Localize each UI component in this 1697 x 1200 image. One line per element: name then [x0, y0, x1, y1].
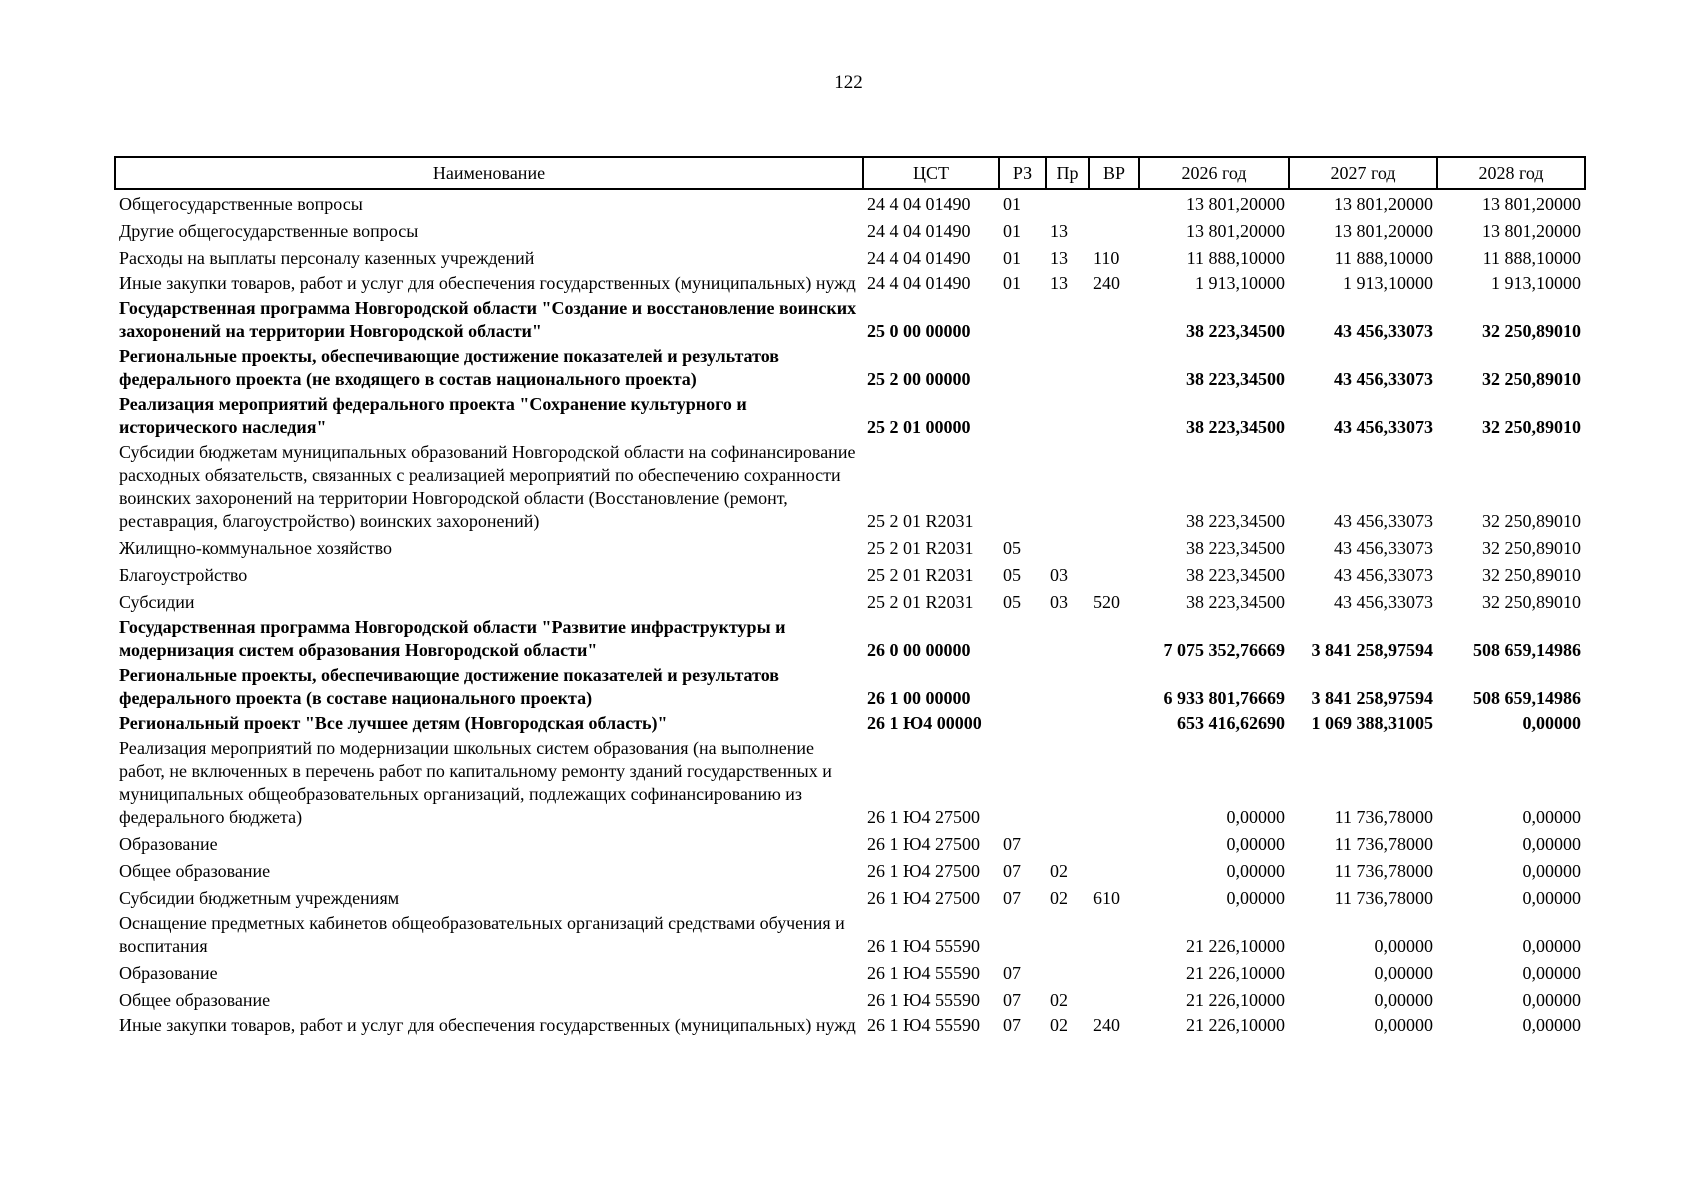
cell-y2027: 13 801,20000	[1334, 194, 1433, 214]
cell-rz: 07	[1003, 990, 1021, 1010]
cell-vr: 520	[1093, 592, 1120, 612]
cell-cst: 25 2 00 00000	[867, 369, 971, 389]
cell-pr: 13	[1050, 248, 1068, 268]
column-header-2027: 2027 год	[1289, 157, 1437, 189]
cell-name: Общее образование	[119, 990, 271, 1010]
cell-vr	[1089, 663, 1139, 711]
cell-pr: 02	[1050, 1015, 1068, 1035]
cell-name: Субсидии бюджетам муниципальных образований Новгородской области на софинансирование расходных обязательств, связанных с реализацией мероприятий по обеспечению сохранности воинских захоронений на территории Новгородской области (Восстановление (ремонт, реставрация, благоустройство) воинских захоронений)	[119, 442, 856, 531]
cell-y2028: 0,00000	[1522, 963, 1581, 983]
cell-cst: 24 4 04 01490	[867, 248, 971, 268]
cell-pr	[1046, 830, 1089, 857]
cell-y2026: 38 223,34500	[1186, 511, 1285, 531]
cell-y2027: 43 456,33073	[1334, 592, 1433, 612]
cell-y2028: 0,00000	[1522, 990, 1581, 1010]
column-header-2028: 2028 год	[1437, 157, 1585, 189]
cell-cst: 25 2 01 00000	[867, 417, 971, 437]
table-row	[115, 189, 1585, 217]
cell-vr	[1089, 736, 1139, 830]
cell-cst: 26 1 Ю4 27500	[867, 888, 981, 908]
cell-y2027: 43 456,33073	[1334, 565, 1433, 585]
cell-rz	[999, 663, 1046, 711]
cell-pr: 02	[1050, 888, 1068, 908]
cell-name: Жилищно-коммунальное хозяйство	[119, 538, 393, 558]
cell-y2028: 0,00000	[1522, 936, 1581, 956]
cell-pr	[1046, 911, 1089, 959]
table-row	[115, 711, 1585, 736]
cell-y2027: 11 736,78000	[1334, 888, 1433, 908]
cell-y2026: 653 416,62690	[1177, 713, 1285, 733]
table-row	[115, 884, 1585, 911]
cell-y2027: 43 456,33073	[1334, 538, 1433, 558]
budget-table	[114, 156, 1586, 1038]
table-row	[115, 561, 1585, 588]
table-row	[115, 392, 1585, 440]
table-header-row	[115, 157, 1585, 189]
cell-cst: 26 1 Ю4 55590	[867, 963, 981, 983]
cell-y2026: 38 223,34500	[1186, 538, 1285, 558]
table-row	[115, 857, 1585, 884]
cell-cst: 24 4 04 01490	[867, 194, 971, 214]
cell-y2028: 0,00000	[1522, 807, 1581, 827]
cell-rz	[999, 296, 1046, 344]
cell-vr	[1089, 615, 1139, 663]
cell-y2028: 32 250,89010	[1482, 592, 1581, 612]
cell-y2027: 0,00000	[1374, 963, 1433, 983]
cell-y2028: 32 250,89010	[1482, 321, 1581, 341]
table-row	[115, 986, 1585, 1013]
cell-y2028: 0,00000	[1522, 713, 1581, 733]
cell-rz: 01	[1003, 221, 1021, 241]
cell-pr: 02	[1050, 990, 1068, 1010]
cell-vr	[1089, 711, 1139, 736]
cell-name: Расходы на выплаты персоналу казенных учреждений	[119, 248, 535, 268]
cell-cst: 25 2 01 R2031	[867, 511, 974, 531]
cell-y2027: 3 841 258,97594	[1311, 640, 1433, 660]
cell-name: Государственная программа Новгородской области "Создание и восстановление воинских захоронений на территории Новгородской области"	[119, 298, 857, 341]
cell-y2027: 0,00000	[1374, 1015, 1433, 1035]
cell-rz	[999, 615, 1046, 663]
cell-y2026: 0,00000	[1226, 861, 1285, 881]
cell-cst: 26 1 Ю4 55590	[867, 990, 981, 1010]
cell-rz	[999, 344, 1046, 392]
cell-pr: 13	[1050, 221, 1068, 241]
cell-rz	[999, 392, 1046, 440]
cell-y2028: 32 250,89010	[1482, 369, 1581, 389]
cell-name: Благоустройство	[119, 565, 248, 585]
cell-y2028: 508 659,14986	[1473, 640, 1581, 660]
cell-pr	[1046, 711, 1089, 736]
column-header-2026: 2026 год	[1139, 157, 1289, 189]
cell-rz: 05	[1003, 592, 1021, 612]
cell-cst: 24 4 04 01490	[867, 221, 971, 241]
table-row	[115, 911, 1585, 959]
cell-rz	[999, 736, 1046, 830]
cell-y2026: 6 933 801,76669	[1163, 688, 1285, 708]
cell-name: Региональные проекты, обеспечивающие достижение показателей и результатов федерального проекта (в составе национального проекта)	[119, 665, 779, 708]
table-row	[115, 244, 1585, 271]
table-row	[115, 830, 1585, 857]
cell-vr: 110	[1093, 248, 1120, 268]
cell-pr	[1046, 736, 1089, 830]
cell-pr	[1046, 663, 1089, 711]
cell-rz: 05	[1003, 538, 1021, 558]
cell-vr	[1089, 296, 1139, 344]
cell-y2028: 32 250,89010	[1482, 511, 1581, 531]
cell-y2028: 508 659,14986	[1473, 688, 1581, 708]
cell-vr	[1089, 534, 1139, 561]
table-row	[115, 344, 1585, 392]
cell-name: Общее образование	[119, 861, 271, 881]
cell-cst: 25 2 01 R2031	[867, 538, 974, 558]
cell-y2028: 13 801,20000	[1482, 221, 1581, 241]
cell-y2026: 11 888,10000	[1186, 248, 1285, 268]
table-row	[115, 663, 1585, 711]
table-row	[115, 615, 1585, 663]
cell-cst: 26 1 Ю4 27500	[867, 834, 981, 854]
table-row	[115, 440, 1585, 534]
cell-name: Региональные проекты, обеспечивающие достижение показателей и результатов федерального проекта (не входящего в состав национального проекта)	[119, 346, 779, 389]
cell-pr: 03	[1050, 565, 1068, 585]
cell-name: Государственная программа Новгородской области "Развитие инфраструктуры и модернизация систем образования Новгородской области"	[119, 617, 786, 660]
cell-y2028: 32 250,89010	[1482, 538, 1581, 558]
cell-y2026: 1 913,10000	[1195, 273, 1285, 293]
cell-vr	[1089, 986, 1139, 1013]
cell-y2028: 0,00000	[1522, 861, 1581, 881]
cell-pr	[1046, 615, 1089, 663]
cell-y2028: 0,00000	[1522, 1015, 1581, 1035]
cell-vr: 240	[1093, 273, 1120, 293]
cell-cst: 26 1 00 00000	[867, 688, 971, 708]
cell-y2028: 32 250,89010	[1482, 565, 1581, 585]
cell-cst: 25 2 01 R2031	[867, 592, 974, 612]
cell-rz: 01	[1003, 248, 1021, 268]
cell-y2027: 11 736,78000	[1334, 861, 1433, 881]
cell-vr	[1089, 440, 1139, 534]
cell-name: Образование	[119, 834, 218, 854]
cell-pr	[1046, 440, 1089, 534]
cell-y2026: 38 223,34500	[1186, 417, 1285, 437]
cell-y2026: 21 226,10000	[1186, 963, 1285, 983]
column-header-pr: Пр	[1046, 157, 1089, 189]
cell-pr: 13	[1050, 273, 1068, 293]
cell-rz: 07	[1003, 861, 1021, 881]
cell-name: Субсидии бюджетным учреждениям	[119, 888, 400, 908]
column-header-name: Наименование	[115, 157, 863, 189]
cell-vr	[1089, 561, 1139, 588]
cell-y2026: 38 223,34500	[1186, 321, 1285, 341]
cell-pr	[1046, 959, 1089, 986]
table-row	[115, 271, 1585, 296]
cell-name: Другие общегосударственные вопросы	[119, 221, 419, 241]
cell-vr	[1089, 189, 1139, 217]
cell-vr	[1089, 959, 1139, 986]
cell-y2026: 21 226,10000	[1186, 936, 1285, 956]
cell-rz: 07	[1003, 834, 1021, 854]
cell-vr	[1089, 217, 1139, 244]
cell-pr: 03	[1050, 592, 1068, 612]
cell-vr	[1089, 344, 1139, 392]
cell-y2026: 0,00000	[1226, 888, 1285, 908]
cell-y2028: 0,00000	[1522, 888, 1581, 908]
cell-cst: 25 0 00 00000	[867, 321, 971, 341]
cell-y2027: 43 456,33073	[1334, 369, 1433, 389]
column-header-vr: ВР	[1089, 157, 1139, 189]
cell-cst: 24 4 04 01490	[867, 273, 971, 293]
cell-cst: 26 1 Ю4 55590	[867, 936, 981, 956]
cell-rz	[999, 711, 1046, 736]
cell-y2028: 13 801,20000	[1482, 194, 1581, 214]
table-row	[115, 588, 1585, 615]
cell-y2026: 38 223,34500	[1186, 565, 1285, 585]
cell-y2027: 43 456,33073	[1334, 321, 1433, 341]
table-row	[115, 1013, 1585, 1038]
cell-name: Образование	[119, 963, 218, 983]
cell-y2027: 1 913,10000	[1343, 273, 1433, 293]
cell-cst: 26 1 Ю4 55590	[867, 1015, 981, 1035]
cell-rz: 05	[1003, 565, 1021, 585]
cell-vr	[1089, 830, 1139, 857]
cell-name: Общегосударственные вопросы	[119, 194, 363, 214]
cell-pr	[1046, 534, 1089, 561]
cell-y2027: 43 456,33073	[1334, 417, 1433, 437]
cell-pr: 02	[1050, 861, 1068, 881]
cell-cst: 26 1 Ю4 27500	[867, 807, 981, 827]
column-header-cst: ЦСТ	[863, 157, 999, 189]
cell-name: Субсидии	[119, 592, 195, 612]
cell-pr	[1046, 189, 1089, 217]
table-row	[115, 736, 1585, 830]
cell-vr	[1089, 392, 1139, 440]
cell-rz	[999, 911, 1046, 959]
cell-y2027: 0,00000	[1374, 990, 1433, 1010]
cell-y2026: 13 801,20000	[1186, 221, 1285, 241]
cell-y2027: 43 456,33073	[1334, 511, 1433, 531]
cell-vr	[1089, 911, 1139, 959]
cell-vr: 610	[1093, 888, 1120, 908]
cell-y2026: 7 075 352,76669	[1163, 640, 1285, 660]
column-header-rz: РЗ	[999, 157, 1046, 189]
cell-y2026: 21 226,10000	[1186, 990, 1285, 1010]
cell-rz: 07	[1003, 1015, 1021, 1035]
cell-name: Иные закупки товаров, работ и услуг для обеспечения государственных (муниципальных) нужд	[119, 1015, 856, 1035]
cell-y2027: 11 736,78000	[1334, 807, 1433, 827]
cell-y2026: 38 223,34500	[1186, 369, 1285, 389]
cell-y2026: 38 223,34500	[1186, 592, 1285, 612]
cell-rz: 07	[1003, 888, 1021, 908]
cell-y2026: 0,00000	[1226, 807, 1285, 827]
cell-name: Реализация мероприятий федерального проекта "Сохранение культурного и исторического наследия"	[119, 394, 747, 437]
cell-cst: 26 1 Ю4 00000	[867, 713, 982, 733]
table-row	[115, 959, 1585, 986]
table-row	[115, 296, 1585, 344]
cell-y2028: 32 250,89010	[1482, 417, 1581, 437]
cell-y2028: 0,00000	[1522, 834, 1581, 854]
cell-pr	[1046, 296, 1089, 344]
cell-y2027: 3 841 258,97594	[1311, 688, 1433, 708]
cell-cst: 25 2 01 R2031	[867, 565, 974, 585]
cell-y2026: 0,00000	[1226, 834, 1285, 854]
cell-rz: 01	[1003, 273, 1021, 293]
cell-name: Оснащение предметных кабинетов общеобразовательных организаций средствами обучения и воспитания	[119, 913, 845, 956]
cell-pr	[1046, 392, 1089, 440]
cell-y2028: 1 913,10000	[1491, 273, 1581, 293]
table-body	[115, 189, 1585, 1038]
cell-name: Региональный проект "Все лучшее детям (Новгородская область)"	[119, 713, 668, 733]
cell-rz	[999, 440, 1046, 534]
cell-y2026: 13 801,20000	[1186, 194, 1285, 214]
cell-rz: 01	[1003, 194, 1021, 214]
cell-name: Реализация мероприятий по модернизации школьных систем образования (на выполнение работ, не включенных в перечень работ по капитальному ремонту зданий государственных и муниципальных общеобразовательных организаций, подлежащих софинансированию из федерального бюджета)	[119, 738, 832, 827]
cell-y2027: 1 069 388,31005	[1311, 713, 1433, 733]
cell-y2027: 11 736,78000	[1334, 834, 1433, 854]
cell-cst: 26 1 Ю4 27500	[867, 861, 981, 881]
cell-rz: 07	[1003, 963, 1021, 983]
table-row	[115, 217, 1585, 244]
cell-y2028: 11 888,10000	[1482, 248, 1581, 268]
table-row	[115, 534, 1585, 561]
cell-y2027: 11 888,10000	[1334, 248, 1433, 268]
cell-cst: 26 0 00 00000	[867, 640, 971, 660]
page-number: 122	[834, 72, 863, 93]
cell-y2027: 0,00000	[1374, 936, 1433, 956]
cell-vr: 240	[1093, 1015, 1120, 1035]
cell-vr	[1089, 857, 1139, 884]
cell-name: Иные закупки товаров, работ и услуг для обеспечения государственных (муниципальных) нужд	[119, 273, 856, 293]
cell-pr	[1046, 344, 1089, 392]
cell-y2026: 21 226,10000	[1186, 1015, 1285, 1035]
cell-y2027: 13 801,20000	[1334, 221, 1433, 241]
